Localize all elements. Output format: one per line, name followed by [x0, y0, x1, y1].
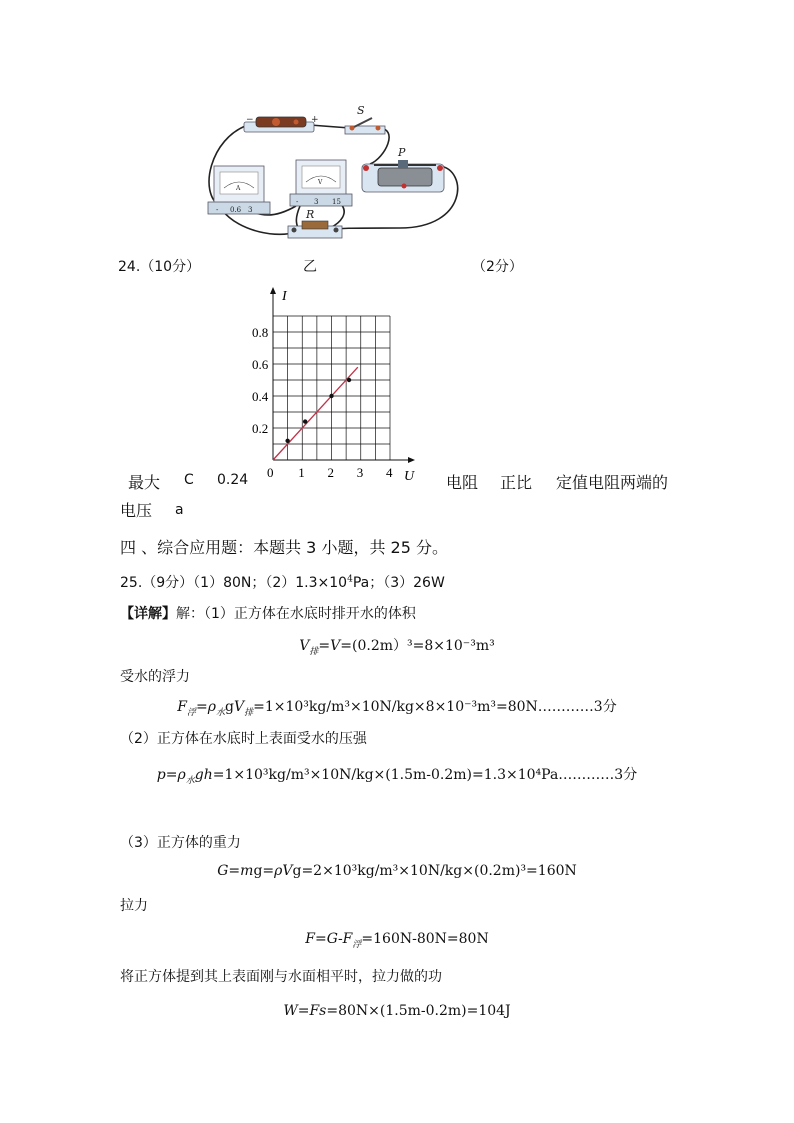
data-point	[285, 439, 289, 443]
iu-graph	[240, 282, 420, 482]
answer-proportional: 正比	[500, 473, 533, 492]
chart-grid	[273, 316, 390, 460]
switch-icon	[345, 104, 385, 134]
x-axis-arrow	[408, 457, 415, 463]
y-tick-label: 0.6	[252, 357, 269, 372]
switch-label: S	[357, 104, 365, 117]
eq3-rhs: =1×10³kg/m³×10N/kg×(1.5m-0.2m)=1.3×10⁴Pa…………3分	[212, 767, 638, 783]
voltmeter-scale-3: 3	[314, 198, 319, 206]
y-axis-label: I	[282, 289, 287, 304]
eq4-rhs: =2×10³kg/m³×10N/kg×(0.2m)³=160N	[301, 863, 577, 879]
data-point	[347, 378, 351, 382]
rheostat-icon	[362, 146, 444, 192]
voltmeter-icon	[290, 160, 352, 206]
buoyancy-title: 受水的浮力	[120, 669, 190, 685]
y-tick-label: 0.2	[252, 421, 269, 436]
answer-a: a	[175, 502, 184, 518]
eq1-rhs: (0.2m）³=8×10⁻³m³	[352, 638, 495, 654]
origin-label: 0	[267, 465, 274, 480]
fit-line	[273, 367, 358, 460]
answer-c: C	[184, 472, 194, 488]
x-tick-label: 2	[327, 465, 334, 480]
pull-title: 拉力	[120, 898, 148, 914]
data-point	[303, 419, 307, 423]
x-axis-label: U	[404, 469, 415, 482]
voltmeter-scale-minus: -	[296, 198, 299, 206]
x-tick-label: 3	[356, 465, 364, 480]
equation-work: W=Fs=80N×(1.5m-0.2m)=104J	[283, 1003, 511, 1019]
x-tick-label: 4	[386, 465, 393, 480]
work-title: 将正方体提到其上表面刚与水面相平时，拉力做的功	[120, 969, 442, 985]
equation-volume: $V_排=V=(0.2m)^3=8\times 10^{-3}m^3$	[299, 638, 495, 657]
q24-head: 24.（10分）	[118, 259, 201, 275]
battery-minus-label: −	[246, 115, 254, 125]
answer-voltage-across: 定值电阻两端的	[556, 473, 669, 492]
ammeter-icon	[208, 166, 270, 214]
ammeter-letter: A	[236, 185, 241, 192]
figure-label: 乙	[303, 259, 317, 275]
ammeter-scale-minus: -	[216, 206, 219, 214]
answer-max: 最大	[128, 473, 161, 492]
q25-head-text: 25.（9分）（1）80N；（2）1.3×10	[120, 575, 348, 591]
detail-bracket: 【详解】	[120, 606, 176, 622]
eq6-rhs: =80N×(1.5m-0.2m)=104J	[326, 1003, 511, 1019]
battery-plus-label: +	[311, 115, 319, 125]
answer-voltage: 电压	[120, 501, 153, 520]
ammeter-scale-06: 0.6	[230, 206, 242, 214]
part3-title: （3）正方体的重力	[120, 835, 241, 851]
equation-gravity: G=mg=ρVg=2×10³kg/m³×10N/kg×(0.2m)³=160N	[217, 863, 577, 879]
resistor-label: R	[306, 208, 315, 221]
voltmeter-letter: V	[318, 179, 323, 186]
data-point	[329, 394, 333, 398]
voltmeter-scale-15: 15	[332, 198, 341, 206]
battery-icon	[244, 115, 319, 132]
rheostat-label: P	[398, 146, 406, 159]
circuit-diagram	[200, 98, 470, 248]
q25-head	[120, 572, 445, 592]
y-axis-arrow	[270, 287, 276, 294]
detail-text: 解：（1）正方体在水底时排开水的体积	[176, 606, 416, 622]
equation-pressure: $p=\rho_水gh=1\times 10^3kg/m^3\times 10N/kg\times(1.5m-0.2m)=1.3\times 10^4Pa\dots\dots\dots\dots 3$分	[156, 767, 638, 786]
equation-pull: $F=G-F_浮=160N-80N=80N$	[305, 931, 489, 950]
q25-head-exp: 4	[347, 574, 353, 585]
x-tick-label: 1	[298, 465, 305, 480]
q24-score: （2分）	[472, 259, 523, 275]
q25-detail	[120, 603, 416, 623]
eq2-rhs: =1×10³kg/m³×10N/kg×8×10⁻³m³=80N…………3分	[253, 699, 617, 715]
eq5-rhs: =160N-80N=80N	[361, 931, 489, 947]
equation-buoyancy: $F_浮=\rho_水gV_排=1\times 10^3kg/m^3\times 10N/kg\times 8\times 10^{-3}m^3=80N\dots\dots\dots\dots 3$分	[177, 699, 617, 718]
answer-resistance: 电阻	[446, 473, 479, 492]
ammeter-scale-3: 3	[248, 206, 253, 214]
y-tick-label: 0.8	[252, 325, 269, 340]
answer-024: 0.24	[217, 472, 249, 488]
y-tick-label: 0.4	[252, 389, 269, 404]
section-four-title: 四 、综合应用题：本题共 3 小题，共 25 分。	[120, 538, 448, 557]
q25-head-tail: Pa；（3）26W	[352, 575, 445, 591]
part2-title: （2）正方体在水底时上表面受水的压强	[120, 731, 367, 747]
